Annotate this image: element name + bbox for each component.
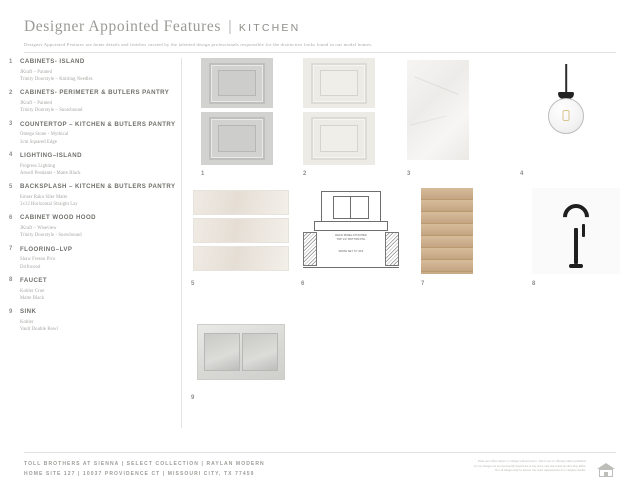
sample-cell-4: [510, 58, 620, 177]
sample-caption-1: 1: [201, 171, 205, 177]
list-item-title: CABINET WOOD HOOD: [20, 214, 97, 222]
cabinet-door-island-lower-swatch: [201, 112, 273, 165]
sample-caption-8: 8: [532, 281, 536, 287]
list-item: [9, 89, 177, 114]
list-item-detail: Atwell Pendants - Matte Black: [20, 170, 81, 176]
list-item-detail: Trinity Doorstyle – Snowbound: [20, 108, 83, 114]
header-divider: [24, 52, 616, 53]
sample-caption-6: 6: [301, 281, 305, 287]
footer-divider: [24, 452, 616, 453]
list-item-details: [20, 194, 177, 209]
list-item: [9, 277, 177, 302]
page-header: [24, 18, 616, 47]
footer-community-line: TOLL BROTHERS AT SIENNA | SELECT COLLECTION | RAYLAN MODERN: [24, 461, 265, 467]
hood-note-1: DECO PANEL ATTACHED: [335, 234, 367, 237]
hood-drawing-swatch: [301, 188, 401, 274]
list-item-detail: Shaw Fresno Pico: [20, 257, 56, 263]
list-item-detail: Trinity Doorstyle - Snowbound: [20, 233, 82, 239]
list-item-details: [20, 288, 177, 303]
list-item-detail: Emser Raku Siler Matte: [20, 194, 68, 200]
sample-cell-9: [188, 316, 298, 426]
header-description: Designer Appointed Features are home details and finishes curated by the talented design professionals responsible for the distinctive looks found in our model homes.: [24, 42, 373, 47]
list-item: [9, 183, 177, 208]
sample-cell-1: [188, 58, 273, 177]
list-item-detail: Kohler: [20, 319, 34, 325]
sample-cell-5: [188, 188, 293, 298]
sample-cell-7: [421, 188, 511, 298]
list-item-detail: Matte Black: [20, 295, 45, 301]
list-item: [9, 152, 177, 177]
disclaimer-line-1: Plans and offers subject to change without notice. This is not an offering where prohibited: [477, 459, 586, 463]
pendant-light-swatch: [520, 58, 612, 163]
list-item-details: [20, 69, 177, 84]
page-subtitle-kitchen: KITCHEN: [238, 22, 301, 34]
list-item-number: 4: [9, 152, 13, 159]
title-separator: |: [228, 18, 232, 35]
cabinet-door-perimeter-upper-swatch: [303, 58, 375, 108]
sample-cell-6: [301, 188, 406, 298]
list-item-detail: Driftwood: [20, 264, 41, 270]
countertop-quartz-swatch: [407, 60, 469, 160]
page-title: Designer Appointed Features: [24, 18, 221, 35]
list-item-number: 3: [9, 121, 13, 128]
list-item-number: 6: [9, 214, 13, 221]
list-item: [9, 121, 177, 146]
list-item: [9, 308, 177, 333]
backsplash-tile-swatch: [191, 188, 291, 274]
list-item-number: 7: [9, 246, 13, 253]
hood-note-2: TOP 1/4" BOTTOM PNL: [336, 238, 366, 241]
list-item-detail: 3cm Squared Edge: [20, 139, 58, 145]
sample-caption-2: 2: [303, 171, 307, 177]
list-item-number: 1: [9, 58, 13, 65]
list-item-detail: Progress Lighting: [20, 163, 56, 169]
vertical-divider: [181, 58, 182, 428]
sink-swatch: [191, 316, 291, 388]
list-item-details: [20, 131, 177, 146]
list-item-detail: JKraft – Painted: [20, 69, 53, 75]
sample-caption-5: 5: [191, 281, 195, 287]
list-item-detail: Kohler Crue: [20, 288, 45, 294]
list-item-details: [20, 319, 177, 334]
list-item: [9, 214, 177, 239]
cabinet-door-island-upper-swatch: [201, 58, 273, 108]
sample-caption-9: 9: [191, 395, 195, 401]
list-item-detail: JKraft – Painted: [20, 101, 53, 106]
sample-caption-4: 4: [520, 171, 524, 177]
lvp-flooring-swatch: [421, 188, 473, 274]
list-item-detail: JKraft – Wiseview: [20, 226, 57, 232]
list-item-title: FLOORING–LVP: [20, 245, 73, 253]
list-item: [9, 58, 177, 83]
list-item-number: 5: [9, 183, 13, 190]
list-item-details: [20, 100, 177, 115]
list-item-details: [20, 163, 177, 178]
list-item-title: LIGHTING–ISLAND: [20, 151, 82, 159]
list-item-detail: Vault Double Bowl: [20, 327, 58, 333]
list-item-title: FAUCET: [20, 276, 48, 284]
list-item-details: [20, 225, 177, 240]
list-item-number: 9: [9, 308, 13, 315]
disclaimer-line-2: by law. Images are not necessarily depictions of any price, size and actual product may differ.: [473, 463, 586, 468]
footer-disclaimer: [416, 459, 586, 473]
list-item-title: SINK: [20, 308, 37, 316]
list-item: [9, 246, 177, 271]
cabinet-door-perimeter-lower-swatch: [303, 112, 375, 165]
sample-cell-8: [532, 188, 627, 298]
list-item-title: BACKSPLASH – KITCHEN & BUTLERS PANTRY: [20, 183, 176, 191]
list-item-detail: Omega Stone - Mythical: [20, 132, 69, 138]
disclaimer-line-3: Not all images may be shown. See sales representative for complete details.: [495, 468, 586, 472]
footer: [24, 460, 265, 479]
sample-caption-7: 7: [421, 281, 425, 287]
list-item-detail: Trinity Doorstyle – Knitting Needles: [20, 77, 93, 82]
list-item-detail: 3x12 Horizontal Straight Lay: [20, 202, 78, 208]
feature-list: [9, 58, 177, 340]
equal-housing-opportunity-icon: [596, 461, 616, 479]
hood-note-3: WOOD SET 72" AFF: [338, 250, 364, 253]
list-item-details: [20, 256, 177, 271]
list-item-number: 2: [9, 89, 13, 96]
list-item-title: CABINETS- ISLAND: [20, 58, 85, 65]
sample-cell-3: [403, 58, 493, 177]
title-row: [24, 18, 616, 36]
sample-cell-2: [293, 58, 378, 177]
sample-caption-3: 3: [407, 171, 411, 177]
faucet-swatch: [532, 188, 620, 274]
footer-address-line: HOME SITE 127 | 10037 PROVIDENCE CT | MISSOURI CITY, TX 77459: [24, 470, 255, 477]
list-item-title: CABINETS- PERIMETER & BUTLERS PANTRY: [20, 89, 170, 97]
list-item-number: 8: [9, 277, 13, 284]
list-item-title: COUNTERTOP – KITCHEN & BUTLERS PANTRY: [20, 120, 176, 128]
